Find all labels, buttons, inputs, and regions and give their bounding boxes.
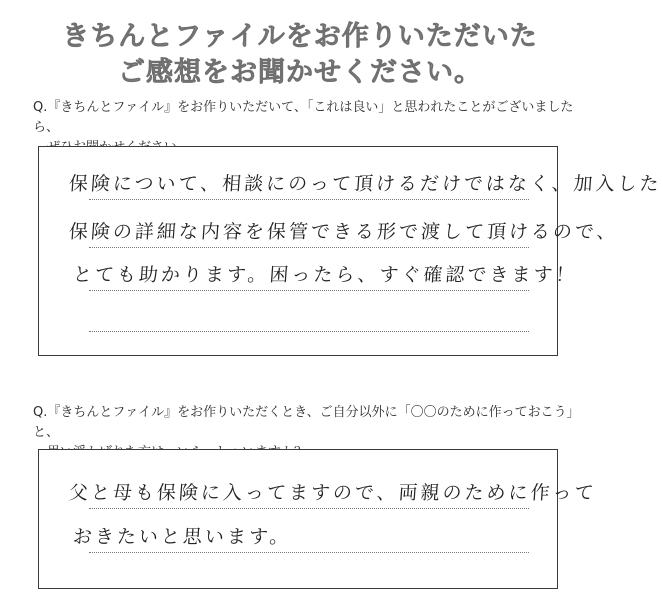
answer-1-line1: 保険について、相談にのって頂けるだけではなく、加入した [68, 173, 663, 195]
form-title-line2: ご感想をお聞かせください。 [118, 57, 482, 88]
answer-rule [89, 552, 529, 553]
answer-rule [89, 290, 529, 291]
question-2-line1: Q.『きちんとファイル』をお作りいただくとき、ご自分以外に「〇〇のために作っておこう」と、 [33, 405, 574, 440]
answer-rule [89, 508, 529, 509]
answer-rule [89, 199, 529, 200]
answer-box-2 [38, 449, 598, 589]
answer-rule [89, 247, 529, 248]
answer-2-line1: 父と母も保険に入ってますので、両親のために作って [68, 482, 598, 504]
answer-1-line3: とても助かります。困ったら、すぐ確認できます！ [72, 264, 579, 286]
question-1-line1: Q.『きちんとファイル』をお作りいただいて、「これは良い」と思われたことがございましたら、 [33, 100, 574, 135]
answer-box-1 [38, 146, 663, 356]
answer-1-line2: 保険の詳細な内容を保管できる形で渡して頂けるので、 [68, 221, 620, 243]
answer-2-line2: おきたいと思います。 [72, 526, 293, 548]
form-title-line1: きちんとファイルをお作りいただいた [62, 21, 538, 52]
answer-rule [89, 331, 529, 332]
